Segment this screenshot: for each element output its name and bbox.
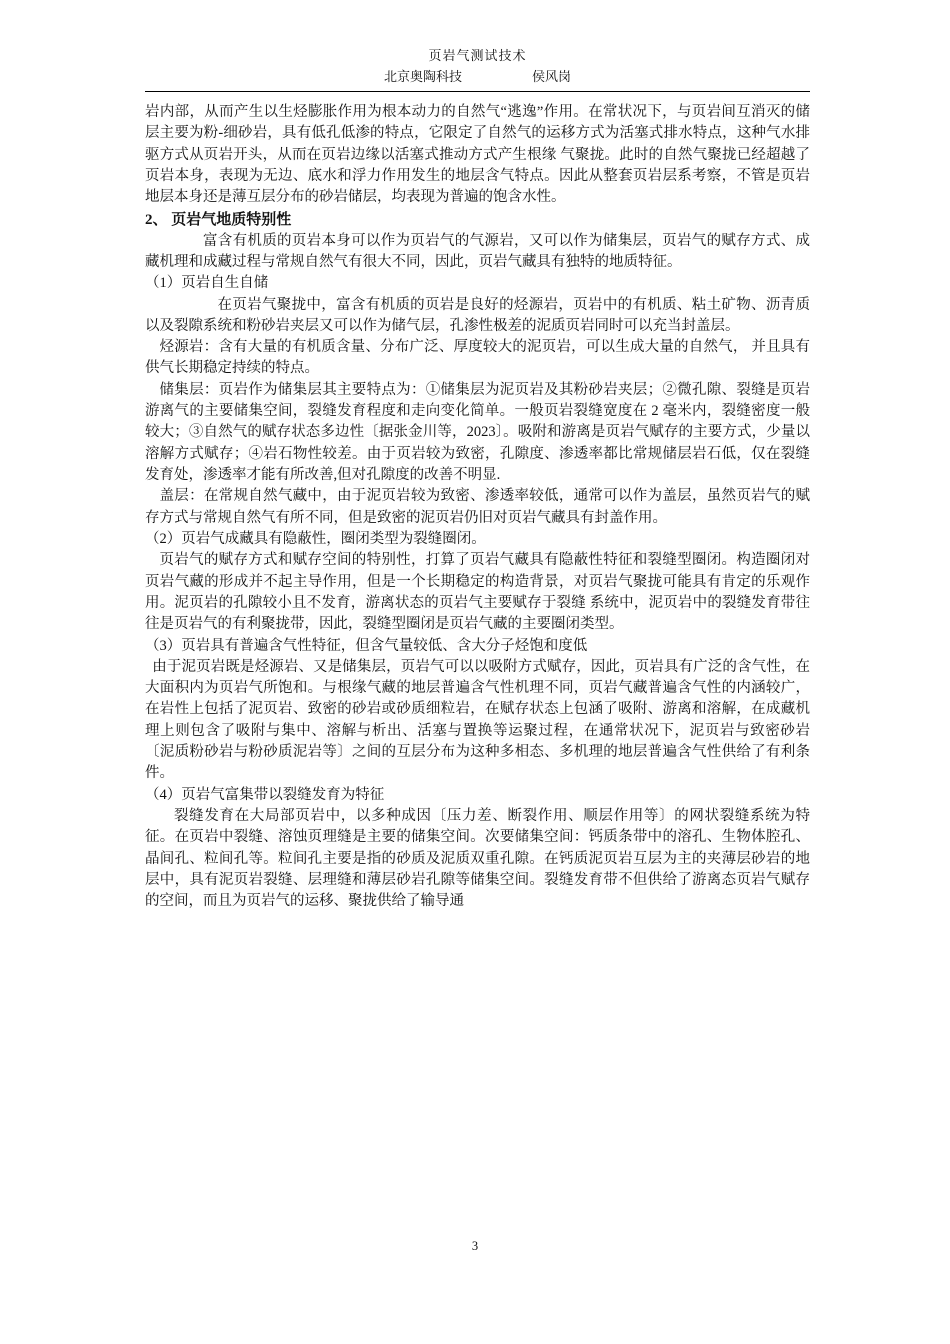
page-header bbox=[145, 46, 810, 92]
paragraph: 富含有机质的页岩本身可以作为页岩气的气源岩，又可以作为储集层，页岩气的赋存方式、成藏机理和成藏过程与常规自然气有很大不同，因此，页岩气藏具有独特的地质特征。 bbox=[145, 232, 810, 270]
paragraph-source-rock: 烃源岩：含有大量的有机质含量、分布广泛、厚度较大的泥页岩，可以生成大量的自然气， 并且具有供气长期稳定持续的特点。 bbox=[145, 339, 810, 377]
page-number: 3 bbox=[471, 1239, 479, 1253]
paragraph-continuation: 岩内部，从而产生以生烃膨胀作用为根本动力的自然气“逃逸”作用。在常状况下，与页岩间互消灭的储层主要为粉-细砂岩，具有低孔低渗的特点，它限定了自然气的运移方式为活塞式排水特点，这种气水排驱方式从页岩开头，从而在页岩边缘以活塞式推动方式产生根缘 气聚拢。此时的自然气聚拢已经超越了页岩本身，表现为无边、底水和浮力作用发生的地层含气特点。因此从整套页岩层系考察，不管是页岩地层本身还是薄互层分布的砂岩储层，均表现为普遍的饱含水性。 bbox=[145, 104, 810, 206]
subsection-title-4: （4）页岩气富集带以裂缝发育为特征 bbox=[145, 786, 385, 803]
paragraph-caprock: 盖层：在常规自然气藏中，由于泥页岩较为致密、渗透率较低，通常可以作为盖层，虽然页岩气的赋存方式与常规自然气有所不同，但是致密的泥页岩仍旧对页岩气藏具有封盖作用。 bbox=[145, 488, 810, 526]
paragraph: 裂缝发育在大局部页岩中，以多种成因〔压力差、断裂作用、顺层作用等〕的网状裂缝系统为特征。在页岩中裂缝、溶蚀页理缝是主要的储集空间。次要储集空间：钙质条带中的溶孔、生物体腔孔、晶间孔、粒间孔等。粒间孔主要是指的砂质及泥质双重孔隙。在钙质泥页岩互层为主的夹薄层砂岩的地层中，具有泥页岩裂缝、层理缝和薄层砂岩孔隙等储集空间。裂缝发育带不但供给了游离态页岩气赋存的空间，而且为页岩气的运移、聚拢供给了输导通 bbox=[145, 808, 810, 910]
paragraph-reservoir: 储集层：页岩作为储集层其主要特点为：①储集层为泥页岩及其粉砂岩夹层；②微孔隙、裂缝是页岩游离气的主要储集空间，裂缝发育程度和走向变化简单。一般页岩裂缝宽度在 2 毫米内，裂缝密度一般较大；③自然气的赋存状态多边性〔据张金川等，2023〕。吸附和游离是页岩气赋存的主要方式，少量以溶解方式赋存；④岩石物性较差。由于页岩较为致密，孔隙度、渗透率都比常规储层岩石低，仅在裂缝发育处，渗透率才能有所改善,但对孔隙度的改善不明显. bbox=[145, 381, 810, 484]
header-subline bbox=[145, 67, 810, 92]
section-heading: 2、 页岩气地质特别性 bbox=[145, 211, 292, 228]
subsection-title-2: （2）页岩气成藏具有隐蔽性，圈闭类型为裂缝圈闭。 bbox=[145, 530, 486, 547]
document-body bbox=[145, 102, 810, 913]
document-title: 页岩气测试技术 bbox=[428, 48, 527, 63]
subsection-title-1: （1）页岩自生自储 bbox=[145, 275, 269, 292]
paragraph: 由于泥页岩既是烃源岩、又是储集层，页岩气可以以吸附方式赋存，因此，页岩具有广泛的含气性，在大面积内为页岩气所饱和。与根缘气藏的地层普遍含气性机理不同，页岩气藏普遍含气性的内涵较广，在岩性上包括了泥页岩、致密的砂岩或砂质细粒岩，在赋存状态上包涵了吸附、游离和溶解，在成藏机理上则包含了吸附与集中、溶解与析出、活塞与置换等运聚过程，在通常状况下，泥页岩与致密砂岩〔泥质粉砂岩与粉砂质泥岩等〕之间的互层分布为这种多相态、多机理的地层普遍含气性供给了有利条件。 bbox=[145, 658, 810, 782]
subsection-title-3: （3）页岩具有普遍含气性特征，但含气量较低、含大分子烃饱和度低 bbox=[145, 637, 588, 654]
header-organization: 北京奥陶科技 bbox=[383, 68, 462, 84]
page-footer bbox=[0, 1239, 950, 1254]
header-author: 侯风岗 bbox=[532, 68, 572, 84]
paragraph: 在页岩气聚拢中，富含有机质的页岩是良好的烃源岩，页岩中的有机质、粘土矿物、沥青质以及裂隙系统和粉砂岩夹层又可以作为储气层，孔渗性极差的泥质页岩同时可以充当封盖层。 bbox=[145, 296, 810, 334]
paragraph: 页岩气的赋存方式和赋存空间的特别性，打算了页岩气藏具有隐蔽性特征和裂缝型圈闭。构造圈闭对页岩气藏的形成并不起主导作用，但是一个长期稳定的构造背景，对页岩气聚拢可能具有肯定的乐观作用。泥页岩的孔隙较小且不发育，游离状态的页岩气主要赋存于裂缝 系统中，泥页岩中的裂缝发育带往往是页岩气的有利聚拢带，因此，裂缝型圈闭是页岩气藏的主要圈闭类型。 bbox=[145, 552, 810, 633]
